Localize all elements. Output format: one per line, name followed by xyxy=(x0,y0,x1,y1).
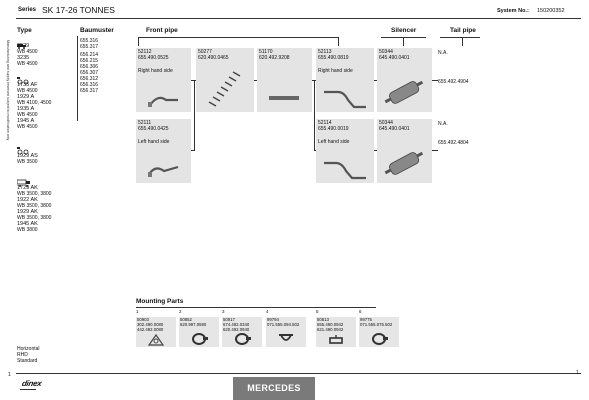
mounting-rule xyxy=(136,307,376,308)
connector xyxy=(374,80,377,81)
type-sub: WB 4500 xyxy=(17,61,38,67)
part-ref: 645.490.0401 xyxy=(379,54,410,61)
baumuster-item: 656.312 xyxy=(80,76,99,82)
type-name: 1735 AF xyxy=(17,82,38,88)
mounting-item[interactable] xyxy=(266,309,300,327)
bracket-icon xyxy=(328,334,344,346)
part-cell[interactable] xyxy=(316,119,374,183)
side-note: Manufacturing and supply reserved subject to modification only xyxy=(6,40,10,141)
part-code: 50344 xyxy=(379,120,393,126)
mounting-num: 3 xyxy=(222,309,225,314)
connector xyxy=(254,80,257,81)
type-list-b xyxy=(17,82,51,130)
baumuster-item: 655.316 xyxy=(80,38,99,44)
bracket-tick xyxy=(462,37,463,46)
part-code: 50344 xyxy=(379,49,393,55)
mounting-item[interactable] xyxy=(179,309,207,327)
part-code: 52111 xyxy=(138,120,152,126)
part-ref: 655.490.0425 xyxy=(138,125,169,132)
mounting-num: 4 xyxy=(266,309,269,314)
straight-pipe-icon xyxy=(267,92,301,104)
system-value: 150200352 xyxy=(537,8,565,14)
part-cell[interactable] xyxy=(257,48,312,112)
part-ref: 655.490.0019 xyxy=(318,125,349,132)
connector xyxy=(314,80,315,150)
mounting-code: 50813 xyxy=(317,317,329,322)
type-sub: WB 4500 xyxy=(17,49,38,55)
tail-pipe-ref: 655.492.4904 xyxy=(438,79,469,85)
part-code: 52113 xyxy=(318,49,332,55)
type-list-c xyxy=(17,153,38,165)
baumuster-list xyxy=(80,38,98,94)
config-lines xyxy=(17,346,40,364)
page-number-left: 1 xyxy=(8,372,11,378)
flex-pipe-icon xyxy=(204,70,244,108)
bent-pipe-icon xyxy=(322,88,368,110)
type-name: 2529 xyxy=(17,43,30,49)
logo-underline xyxy=(20,389,36,390)
mounting-ref: 620.492.0940 xyxy=(223,326,250,332)
config-line: Standard xyxy=(17,358,38,364)
type-name: 3235 xyxy=(17,55,30,61)
type-name: 1729 AK xyxy=(17,185,38,191)
connector xyxy=(432,80,438,81)
header-rule xyxy=(16,18,581,19)
mounting-ref: 620.997.0590 xyxy=(180,321,207,327)
mounting-code: 50852 xyxy=(180,317,192,322)
mounting-ref: 071.555.094.502 xyxy=(267,321,300,327)
tail-pipe-bracket xyxy=(440,37,480,38)
baumuster-item: 656.307 xyxy=(80,70,99,76)
type-sub: WB 3500, 3800 xyxy=(17,215,52,221)
mounting-num: 5 xyxy=(316,309,319,314)
part-side: Right hand side xyxy=(318,68,353,74)
bracket-tick xyxy=(138,37,139,46)
tail-pipe-na: N.A. xyxy=(438,50,448,56)
page-number-right: 1 xyxy=(576,370,579,376)
mounting-num: 6 xyxy=(359,309,362,314)
part-code: 52114 xyxy=(318,120,332,126)
mounting-item[interactable] xyxy=(222,309,250,332)
gasket-icon xyxy=(148,334,164,346)
front-pipe-icon xyxy=(148,92,180,108)
type-name: 1922 AK xyxy=(17,197,38,203)
mounting-code: 99775 xyxy=(360,317,372,322)
mounting-code: 50917 xyxy=(223,317,235,322)
type-list-d xyxy=(17,185,51,233)
bracket-tick xyxy=(338,37,339,46)
part-cell[interactable] xyxy=(136,48,191,112)
part-cell[interactable] xyxy=(196,48,254,112)
part-ref: 655.490.0819 xyxy=(318,54,349,61)
mounting-item[interactable] xyxy=(359,309,393,327)
tail-pipe-heading: Tail pipe xyxy=(450,27,476,34)
baumuster-item: 656.306 xyxy=(80,64,99,70)
type-sub: WB 4500 xyxy=(17,112,38,118)
config-line: RHD xyxy=(17,352,28,358)
front-pipe-icon xyxy=(148,161,180,179)
baumuster-item: 656.317 xyxy=(80,88,99,94)
mounting-ref: 302.490.0080 xyxy=(137,321,164,327)
type-sub: WB 4100, 4500 xyxy=(17,100,52,106)
type-sub: WB 4500 xyxy=(17,124,38,130)
clamp-icon xyxy=(189,333,209,345)
type-name: 1929 A xyxy=(17,94,35,100)
mounting-parts-title: Mounting Parts xyxy=(136,298,184,305)
tail-pipe-ref: 655.492.4804 xyxy=(438,140,469,146)
baumuster-label: Baumuster xyxy=(80,27,114,34)
type-name: 1929 AK xyxy=(17,209,38,215)
connector xyxy=(191,150,195,151)
type-name: 1935 A xyxy=(17,106,35,112)
baumuster-item: 656.214 xyxy=(80,52,99,58)
mounting-ref: 655.490.0942 xyxy=(317,321,344,327)
part-ref: 655.490.0525 xyxy=(138,54,169,61)
mounting-item[interactable] xyxy=(316,309,344,332)
series-value: SK 17-26 TONNES xyxy=(42,5,115,15)
baumuster-item: 656.316 xyxy=(80,82,99,88)
footer-rule xyxy=(16,373,581,374)
mounting-ref: 674.492.0340 xyxy=(223,321,250,327)
tail-pipe-na: N.A. xyxy=(438,121,448,127)
baumuster-item: 655.317 xyxy=(80,44,99,50)
mounting-code: 99794 xyxy=(267,317,279,322)
clamp-icon xyxy=(369,333,389,345)
connector xyxy=(432,150,438,151)
part-cell[interactable] xyxy=(316,48,374,112)
mounting-ref: 071.555.075.502 xyxy=(360,321,393,327)
part-cell[interactable] xyxy=(377,48,432,112)
bracket-tick xyxy=(403,37,404,46)
bent-pipe-icon xyxy=(322,159,368,181)
type-list-a xyxy=(17,43,38,67)
baumuster-item: 656.215 xyxy=(80,58,99,64)
silencer-icon xyxy=(383,147,427,179)
silencer-heading: Silencer xyxy=(391,27,417,34)
mounting-ref: 621.490.0942 xyxy=(317,326,344,332)
part-ref: 645.490.0401 xyxy=(379,125,410,132)
mounting-item[interactable] xyxy=(136,309,164,332)
front-pipe-heading: Front pipe xyxy=(146,27,178,34)
type-sub: WB 3800 xyxy=(17,227,38,233)
truck-icon xyxy=(17,36,24,40)
dinex-logo: dinex xyxy=(21,379,43,388)
series-label: Series xyxy=(18,7,37,13)
part-cell[interactable] xyxy=(377,119,432,183)
mounting-code: 50903 xyxy=(137,317,149,322)
part-side: Left hand side xyxy=(138,139,170,145)
part-ref: 620.492.9208 xyxy=(259,54,290,61)
type-label: Type xyxy=(17,27,32,34)
system-label: System No.: xyxy=(497,8,529,14)
connector xyxy=(374,150,377,151)
silencer-icon xyxy=(383,76,427,108)
brand-bar xyxy=(233,377,315,400)
type-sub: WB 4500 xyxy=(17,88,38,94)
part-side: Right hand side xyxy=(138,68,173,74)
mounting-ref: 442.492.0080 xyxy=(137,326,164,332)
type-sub: WB 3500, 3800 xyxy=(17,191,52,197)
connector xyxy=(314,150,316,151)
type-name: 1945 AK xyxy=(17,221,38,227)
part-ref: 620.490.0465 xyxy=(198,54,229,61)
front-pipe-bracket xyxy=(138,37,338,38)
type-sub: WB 3500, 3800 xyxy=(17,203,52,209)
clamp-icon xyxy=(232,333,252,345)
type-name: 1945 A xyxy=(17,118,35,124)
mounting-num: 1 xyxy=(136,309,139,314)
config-line: Horizontal xyxy=(17,346,40,352)
part-code: 50277 xyxy=(198,49,212,55)
left-divider xyxy=(77,36,78,121)
type-sub: WB 3500 xyxy=(17,159,38,165)
connector xyxy=(194,80,195,150)
part-side: Left hand side xyxy=(318,139,350,145)
type-name: 1929 AS xyxy=(17,153,38,159)
mounting-num: 2 xyxy=(179,309,182,314)
part-code: 51170 xyxy=(259,49,273,55)
clamp-icon xyxy=(278,333,294,345)
part-cell[interactable] xyxy=(136,119,191,183)
part-code: 52112 xyxy=(138,49,152,55)
brand-name: MERCEDES xyxy=(247,383,301,393)
